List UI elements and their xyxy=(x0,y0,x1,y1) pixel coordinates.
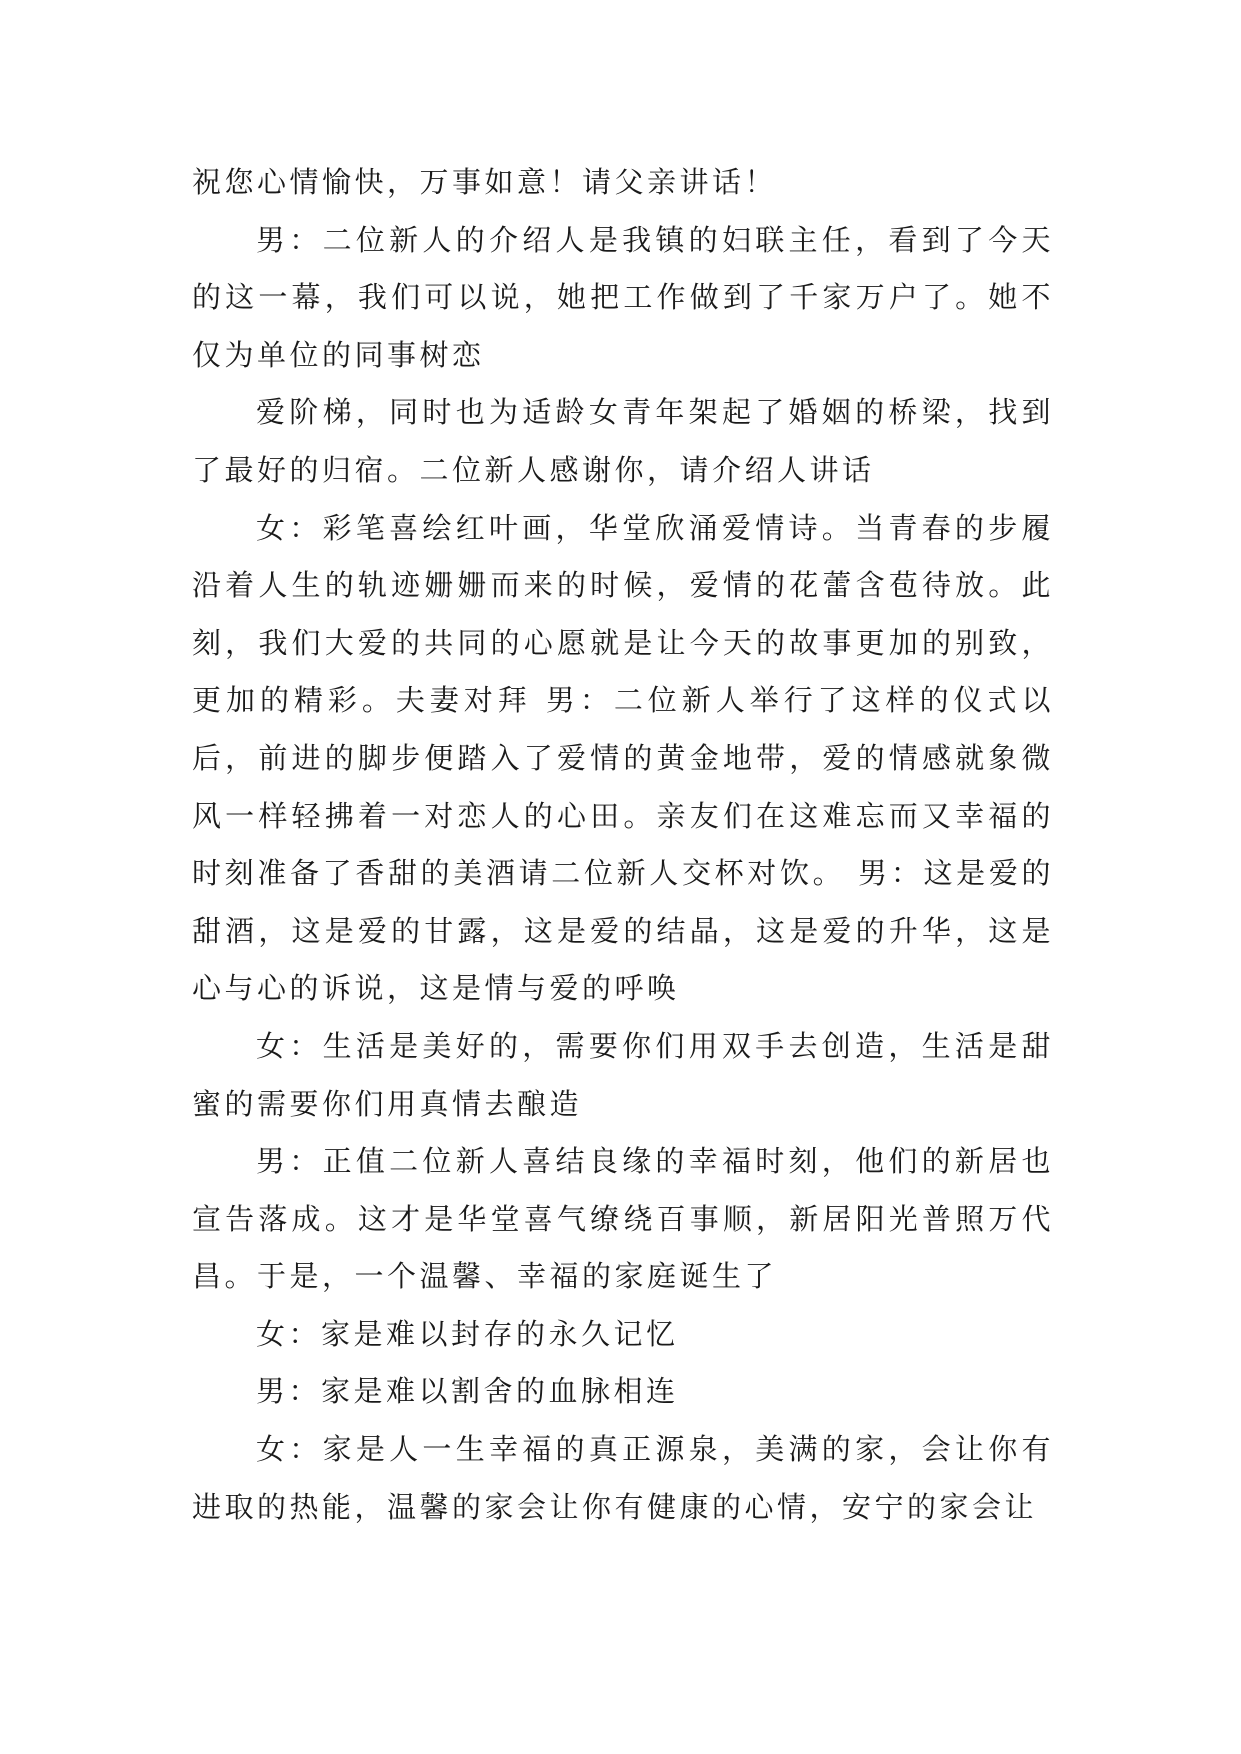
paragraph: 女：家是人一生幸福的真正源泉，美满的家，会让你有进取的热能，温馨的家会让你有健康的心情，安宁的家会让 xyxy=(192,1432,1054,1524)
paragraph: 爱阶梯，同时也为适龄女青年架起了婚姻的桥梁，找到了最好的归宿。二位新人感谢你，请介绍人讲话 xyxy=(192,395,1054,487)
paragraph: 男：家是难以割舍的血脉相连 xyxy=(256,1374,679,1409)
paragraph: 男：二位新人的介绍人是我镇的妇联主任，看到了今天的这一幕，我们可以说，她把工作做到了千家万户了。她不仅为单位的同事树恋 xyxy=(192,222,1054,372)
document-body xyxy=(192,154,1054,1536)
paragraph: 女：家是难以封存的永久记忆 xyxy=(256,1316,679,1351)
paragraph: 女：生活是美好的，需要你们用双手去创造，生活是甜蜜的需要你们用真情去酿造 xyxy=(192,1028,1054,1121)
paragraph: 女：彩笔喜绘红叶画，华堂欣涌爱情诗。当青春的步履沿着人生的轨迹姗姗而来的时候，爱情的花蕾含苞待放。此刻，我们大爱的共同的心愿就是让今天的故事更加的别致，更加的精彩。夫妻对拜 男：二位新人举行了这样的仪式以后，前进的脚步便踏入了爱情的黄金地带，爱的情感就象微风一样轻拂着一对恋人的心田。亲友们在这难忘而又幸福的时刻准备了香甜的美酒请二位新人交杯对饮。 男：这是爱的甜酒，这是爱的甘露，这是爱的结晶，这是爱的升华，这是心与心的诉说，这是情与爱的呼唤 xyxy=(192,510,1054,1006)
paragraph: 男：正值二位新人喜结良缘的幸福时刻，他们的新居也宣告落成。这才是华堂喜气缭绕百事顺，新居阳光普照万代昌。于是，一个温馨、幸福的家庭诞生了 xyxy=(192,1144,1054,1294)
paragraph: 祝您心情愉快，万事如意！请父亲讲话！ xyxy=(192,165,778,199)
